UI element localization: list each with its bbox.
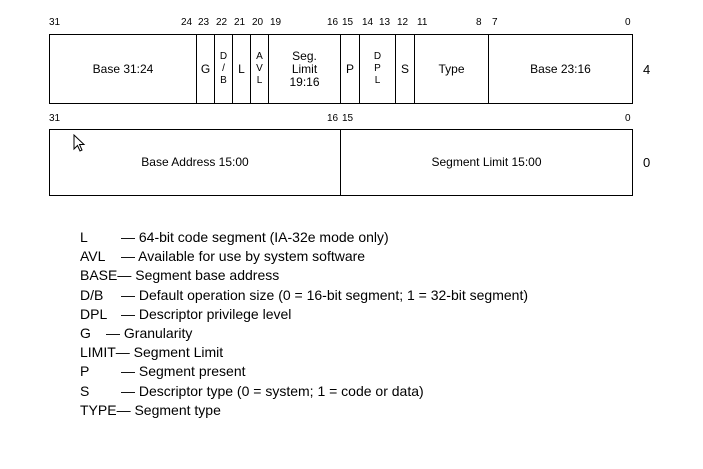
legend-desc: — Default operation size (0 = 16-bit segment; 1 = 32-bit segment)	[121, 286, 528, 303]
legend-desc: — Descriptor privilege level	[121, 305, 292, 322]
legend-row	[80, 286, 528, 305]
field-seg-limit-19-16	[268, 34, 341, 104]
legend-desc: — Segment base address	[117, 267, 280, 284]
legend-row	[80, 324, 528, 343]
legend-desc: — Segment Limit	[115, 344, 224, 361]
field-seg-limit-line: Seg.	[292, 48, 317, 63]
bit-number: 31	[49, 17, 61, 28]
field-s: S	[395, 34, 415, 104]
bit-number: 16	[327, 113, 339, 124]
legend-row	[80, 382, 528, 401]
bit-number: 8	[476, 17, 482, 28]
legend-abbr: AVL	[80, 248, 106, 265]
field-db-line: D	[219, 51, 228, 62]
bit-number: 20	[252, 17, 264, 28]
legend-row	[80, 228, 528, 247]
legend-row	[80, 362, 528, 381]
field-base-31-24: Base 31:24	[49, 34, 197, 104]
field-dpl-line: D	[373, 51, 382, 62]
legend-desc: — Segment present	[121, 363, 246, 380]
legend-abbr: L	[80, 229, 88, 245]
bit-number: 22	[216, 17, 228, 28]
bit-number: 31	[49, 113, 61, 124]
legend-abbr: DPL	[80, 305, 108, 322]
field-db	[214, 34, 233, 104]
field-present: P	[340, 34, 360, 104]
field-avl-line: A	[256, 51, 263, 62]
legend-desc: — Descriptor type (0 = system; 1 = code or data)	[121, 382, 424, 399]
bit-number: 14	[362, 17, 374, 28]
byte-offset-0: 0	[643, 155, 651, 170]
bit-number: 11	[417, 17, 428, 28]
legend-abbr: P	[80, 363, 90, 380]
field-seg-limit-line: 19:16	[289, 74, 320, 89]
legend-abbr: TYPE	[80, 401, 117, 418]
mouse-cursor-icon	[73, 134, 87, 154]
field-granularity: G	[196, 34, 215, 104]
field-avl-line: L	[256, 75, 263, 86]
bit-number: 15	[342, 113, 354, 124]
legend-desc: — Available for use by system software	[121, 248, 366, 265]
bit-number: 19	[270, 17, 282, 28]
field-avl-line: V	[256, 63, 263, 74]
field-dpl-line: L	[374, 75, 381, 86]
field-type: Type	[414, 34, 489, 104]
legend-row	[80, 343, 528, 362]
legend-row	[80, 401, 528, 420]
legend-abbr: BASE	[80, 267, 118, 284]
legend	[80, 228, 528, 420]
legend-desc: — Segment type	[116, 401, 221, 418]
bit-number: 0	[625, 113, 631, 124]
bit-number: 24	[181, 17, 193, 28]
bit-number: 23	[198, 17, 210, 28]
bit-number: 12	[397, 17, 409, 28]
legend-desc: — Granularity	[106, 325, 193, 342]
legend-abbr: S	[80, 382, 90, 399]
field-db-line: /	[222, 63, 225, 74]
legend-abbr: LIMIT	[80, 344, 116, 361]
legend-abbr: G	[80, 325, 91, 342]
field-base-23-16: Base 23:16	[488, 34, 633, 104]
field-seg-limit-line: Limit	[291, 61, 318, 76]
bit-number: 0	[625, 17, 631, 28]
field-db-line: B	[220, 75, 227, 86]
field-dpl	[359, 34, 396, 104]
bit-number: 7	[492, 17, 498, 28]
legend-row	[80, 305, 528, 324]
field-dpl-line: P	[374, 63, 381, 74]
field-avl	[250, 34, 269, 104]
field-l: L	[232, 34, 251, 104]
byte-offset-4: 4	[643, 62, 651, 77]
legend-desc: — 64-bit code segment (IA-32e mode only)	[121, 229, 389, 245]
bit-number: 15	[342, 17, 354, 28]
bit-number: 21	[234, 17, 246, 28]
legend-abbr: D/B	[80, 286, 104, 303]
field-base-address-15-00: Base Address 15:00	[49, 129, 341, 196]
legend-row	[80, 247, 528, 266]
legend-row	[80, 266, 528, 285]
bit-number: 16	[327, 17, 339, 28]
field-segment-limit-15-00: Segment Limit 15:00	[340, 129, 633, 196]
bit-number: 13	[379, 17, 391, 28]
